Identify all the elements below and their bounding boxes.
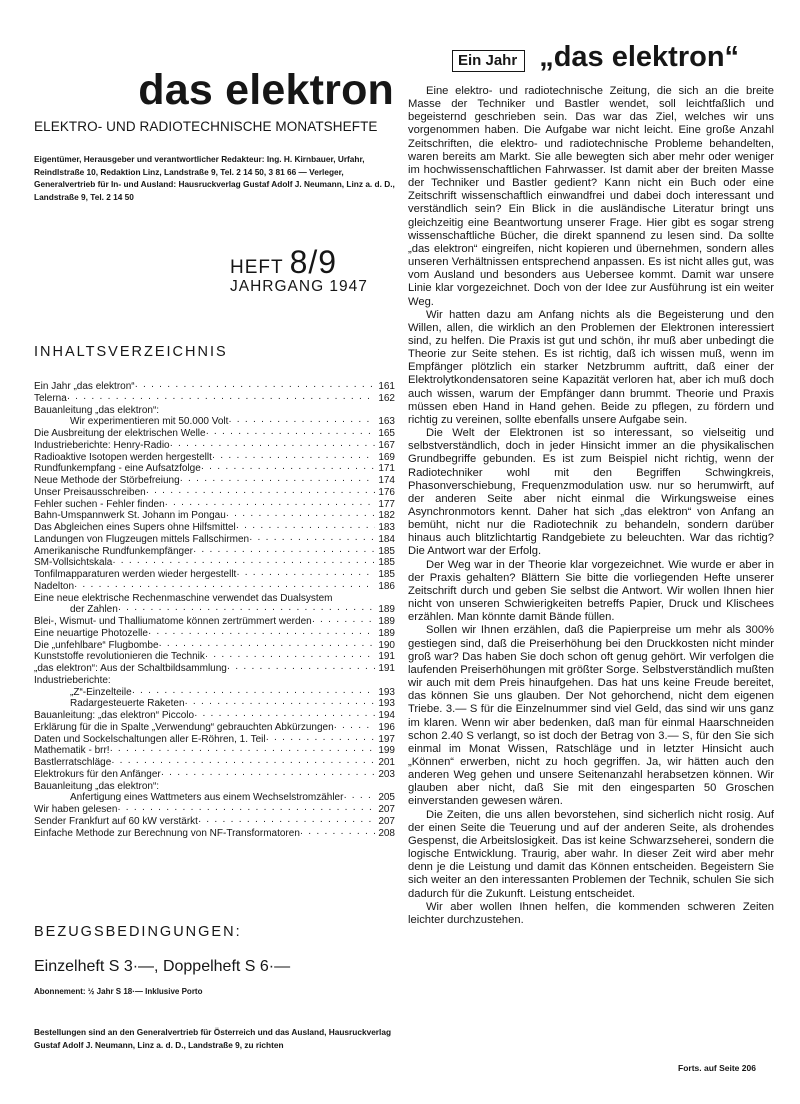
toc-entry-title: Das Abgleichen eines Supers ohne Hilfsmittel — [34, 522, 236, 533]
toc-entry — [34, 745, 395, 757]
toc-entry — [34, 792, 395, 804]
toc-entry — [34, 663, 395, 675]
toc-entry — [34, 440, 395, 452]
toc-entry — [34, 593, 395, 605]
toc-entry-title: der Zahlen — [70, 604, 118, 616]
jahrgang: JAHRGANG 1947 — [230, 278, 368, 295]
toc-entry — [34, 769, 395, 781]
magazine-subtitle: ELEKTRO- UND RADIOTECHNISCHE MONATSHEFTE — [34, 119, 378, 134]
toc-entry-title: Wir experimentieren mit 50.000 Volt — [70, 416, 229, 428]
toc-entry — [34, 487, 395, 499]
toc-entry — [34, 393, 395, 405]
toc-leader-dots — [112, 557, 375, 569]
toc-entry-title: Industrieberichte: — [34, 674, 111, 686]
toc-entry-title: „Z“-Einzelteile — [70, 686, 132, 698]
toc-entry-page: 174 — [378, 475, 395, 486]
toc-entry-title: Radioaktive Isotopen werden hergestellt — [34, 451, 212, 463]
toc-leader-dots — [74, 581, 375, 593]
toc-entry-page: 171 — [378, 463, 395, 475]
toc-entry — [34, 546, 395, 558]
article-kicker-box: Ein Jahr — [452, 50, 525, 72]
toc-entry — [34, 628, 395, 640]
toc-leader-dots — [334, 722, 376, 734]
heft-label: HEFT — [230, 257, 284, 278]
article-paragraph: Wir aber wollen Ihnen helfen, die kommenden schweren Zeiten leichter durchzustehen. — [408, 900, 774, 926]
article-header — [452, 42, 782, 72]
toc-entry-page: 197 — [378, 733, 395, 745]
toc-entry-title: Mathematik - brr! — [34, 745, 110, 757]
toc-entry — [34, 781, 395, 793]
toc-entry-page: 191 — [378, 651, 395, 663]
toc-entry-title: Die „unfehlbare“ Flugbombe — [34, 639, 159, 651]
toc-entry — [34, 381, 395, 393]
toc-entry-title: Elektrokurs für den Anfänger — [34, 768, 161, 780]
imprint: Eigentümer, Herausgeber und verantwortlicher Redakteur: Ing. H. Kirnbauer, Urfahr, Reindlstraße 10, Redaktion Linz, Landstraße 9, Tel. 2 14 50, 3 81 66 — Verleger, Generalvertrieb für In- und Ausland: Hausruckverlag Gustaf Adolf J. Neumann, Linz a. d. D., Landstraße 9, Tel. 2 14 50 — [34, 154, 395, 202]
toc-leader-dots — [132, 687, 376, 699]
table-of-contents — [34, 381, 395, 839]
article-paragraph: Eine elektro- und radiotechnische Zeitung, die sich an die breite Masse der Techniker und Bastler wendet, soll leichtfaßlich und begeisternd geschrieben sein. Das war das Ziel, welches wir uns vorgenommen haben. Die Aufgabe war nicht leicht. Eine große Anzahl Zeitschriften, die elektro- und radiotechnische Probleme behandelten, waren bereits am Markt. Sie alle bewegten sich aber mehr oder weniger im hochwissenschaftlichen Fahrwasser. Ist damit aber der breiten Masse der Techniker und Bastler gedient? Kann nicht ein Buch oder eine Zeitschrift wissenschaftlich einwandfrei und dabei doch interessant und verständlich sein? Ein Blick in die ausländische Literatur bringt uns gleichzeitig eine Beantwortung unserer Frage. Hier gibt es sogar streng wissenschaftliche Bücher, die direkt spannend zu lesen sind. Da sollte „das elektron“ eingreifen, nicht kopieren und übernehmen, sondern alles unseren Verhältnissen entsprechend anpassen. Es ist nicht alles gut, was vom Ausland und besonders aus Uebersee kommt. Damit war unsere Linie klar vorgezeichnet. Doch von der Idee zur Ausführung ist ein weiter Weg. — [408, 85, 774, 308]
toc-entry-title: Wir haben gelesen — [34, 804, 118, 815]
toc-entry-page: 207 — [378, 804, 395, 815]
toc-entry — [34, 581, 395, 593]
toc-entry-page: 163 — [378, 416, 395, 428]
toc-entry-page: 189 — [378, 616, 395, 627]
toc-leader-dots — [312, 616, 376, 628]
toc-leader-dots — [228, 416, 375, 428]
toc-entry-page: 190 — [378, 639, 395, 651]
toc-entry-title: Nadelton — [34, 580, 75, 592]
toc-entry — [34, 616, 395, 628]
toc-entry-title: Telerna — [34, 392, 67, 404]
toc-entry-page: 182 — [378, 510, 395, 522]
toc-leader-dots — [236, 522, 376, 534]
article-paragraph: Sollen wir Ihnen erzählen, daß die Papierpreise um mehr als 300% gestiegen sind, daß die Preiserhöhung bei den Druckkosten nicht minder groß war? Das haben Sie doch schon oft genug gehört. Wir verfolgen die laufenden Preiserhöhungen mit größter Sorge. Selbstverständlich mußten wir auch mit dem Preis hinaufgehen. Das hat uns keine Freude bereitet, das können Sie uns glauben. Der Not gehorchend, nicht dem eigenen Triebe. 3.— S für die Einzelnummer sind viel Geld, das sind wir uns ganz im klaren. Wenn wir aber bedenken, daß man für einmal Haarschneiden schon 2.40 S verlangt, so ist doch der Betrag von 3.— S, für den Sie sich einmal im Monat Wissen, Ratschläge und in letzter Hinsicht auch „Können“ erwerben, nicht zu hoch gegriffen. Ja, wir hätten auch den anderen Weg gehen und unsere Seitenanzahl herabsetzen können. Wir glauben aber nicht, daß Sie mit den eingesparten 50 Groschen einverstanden gewesen wären. — [408, 624, 774, 808]
toc-entry-page: 194 — [378, 710, 395, 721]
toc-leader-dots — [180, 475, 376, 487]
toc-entry-title: Kunststoffe revolutionieren die Technik — [34, 651, 205, 663]
masthead — [34, 68, 394, 134]
toc-entry-page: 196 — [378, 721, 395, 733]
toc-leader-dots — [67, 393, 376, 405]
toc-entry — [34, 534, 395, 546]
toc-leader-dots — [170, 440, 376, 452]
toc-entry — [34, 722, 395, 734]
toc-leader-dots — [159, 640, 376, 652]
toc-leader-dots — [198, 816, 375, 828]
toc-entry-title: SM-Vollsichtskala — [34, 557, 113, 569]
toc-entry — [34, 416, 395, 428]
subscription-heading: BEZUGSBEDINGUNGEN: — [34, 924, 242, 940]
toc-entry — [34, 452, 395, 464]
toc-entry-page: 169 — [378, 451, 395, 463]
toc-entry-title: Fehler suchen - Fehler finden — [34, 498, 165, 510]
toc-leader-dots — [227, 663, 375, 675]
toc-entry-page: 183 — [378, 522, 395, 533]
toc-entry-title: Bauanleitung „das elektron“: — [34, 780, 160, 792]
toc-leader-dots — [201, 463, 376, 475]
toc-entry-title: „das elektron“: Aus der Schaltbildsammlung — [34, 663, 227, 674]
toc-leader-dots — [343, 792, 375, 804]
toc-entry-page: 201 — [378, 757, 395, 768]
toc-leader-dots — [110, 745, 376, 757]
toc-entry — [34, 640, 395, 652]
toc-entry-title: Daten und Sockelschaltungen aller E-Röhren, 1. Teil — [34, 733, 266, 745]
toc-entry-page: 207 — [378, 815, 395, 827]
toc-leader-dots — [148, 628, 375, 640]
toc-entry-title: Erklärung für die in Spalte „Verwendung“ gebrauchten Abkürzungen — [34, 721, 334, 733]
toc-leader-dots — [118, 604, 376, 616]
article-paragraph: Die Welt der Elektronen ist so interessant, so vielseitig und selbstverständlich, doch in jeder Hinsicht immer an die physikalischen Grundbegriffe gebunden. Es ist zum Beispiel nicht richtig, wenn der Radiotechniker wohl mit den Begriffen Schwingkreis, Phasonverschiebung, Frequenzmodulation usw. nur so herumwirft, auf der anderen Seite aber nicht einmal die Wirkungsweise eines Asynchronmotors kennt. Daher hat sich „das elektron“ von Anfang an bemüht, nicht nur die Radiotechnik zu behandeln, sondern darüber hinaus auch blitzlichtartig Randgebiete zu beleuchten. War das richtig? Die Antwort war der Erfolg. — [408, 427, 774, 558]
toc-entry — [34, 734, 395, 746]
toc-entry-page: 184 — [378, 533, 395, 545]
toc-entry — [34, 651, 395, 663]
toc-entry-title: Rundfunkempfang - eine Aufsatzfolge — [34, 463, 201, 475]
toc-entry-title: Amerikanische Rundfunkempfänger — [34, 545, 193, 557]
toc-entry-title: Radargesteuerte Raketen — [70, 698, 185, 710]
price-line: Einzelheft S 3·—, Doppelheft S 6·— — [34, 958, 291, 975]
toc-entry-page: 167 — [378, 439, 395, 451]
toc-entry-page: 161 — [378, 381, 395, 392]
article-paragraph: Wir hatten dazu am Anfang nichts als die Begeisterung und den Willen, allen, die wirklich an den Problemen der Elektronen interessiert sind, zu helfen. Die Praxis ist gut und schön, ihr muß aber unbedingt die Theorie zur Seite stehen. Es ist richtig, daß ich wissen muß, wenn im Empfänger plötzlich ein starker Netzbrumm auftritt, daß einer der Elektrolytkondensatoren seine Kapazität verloren hat, aber ich muß doch auch wissen, warum der Empfänger dann brummt. Theorie und Praxis müssen eben Hand in Hand gehen. Beide zu pflegen, zu fördern und richtig zu vereinen, sollte ebenfalls unsere Aufgabe sein. — [408, 308, 774, 426]
issue-info — [230, 244, 390, 296]
toc-leader-dots — [135, 381, 376, 393]
toc-entry — [34, 710, 395, 722]
toc-entry-title: Ein Jahr „das elektron“ — [34, 381, 135, 392]
toc-entry — [34, 604, 395, 616]
toc-entry-page: 193 — [378, 698, 395, 710]
toc-entry-page: 193 — [378, 686, 395, 698]
toc-entry-title: Eine neuartige Photozelle — [34, 627, 148, 639]
toc-leader-dots — [194, 710, 375, 722]
ordering-note: Bestellungen sind an den Generalvertrieb für Österreich und das Ausland, Hausruckverlag Gustaf Adolf J. Neumann, Linz a. d. D., Landstraße 9, zu richten — [34, 1027, 392, 1050]
toc-leader-dots — [146, 487, 376, 499]
toc-entry-title: Landungen von Flugzeugen mittels Fallschirmen — [34, 533, 250, 545]
toc-entry-title: Bauanleitung: „das elektron“ Piccolo — [34, 710, 195, 721]
toc-entry — [34, 828, 395, 840]
toc-leader-dots — [206, 428, 376, 440]
abonnement-line: Abonnement: ½ Jahr S 18·— Inklusive Porto — [34, 987, 203, 996]
toc-entry-title: Anfertigung eines Wattmeters aus einem Wechselstromzähler — [70, 792, 344, 804]
toc-entry-page: 165 — [378, 428, 395, 439]
toc-leader-dots — [161, 769, 376, 781]
toc-entry-title: Sender Frankfurt auf 60 kW verstärkt — [34, 815, 198, 827]
toc-entry-title: Bastlerratschläge — [34, 757, 112, 768]
article-body — [408, 85, 774, 927]
toc-entry — [34, 557, 395, 569]
toc-entry-page: 203 — [378, 768, 395, 780]
toc-entry-title: Neue Methode der Störbefreiung — [34, 475, 180, 486]
toc-entry — [34, 522, 395, 534]
toc-entry — [34, 675, 395, 687]
toc-entry-page: 189 — [378, 627, 395, 639]
toc-entry — [34, 405, 395, 417]
toc-entry-page: 185 — [378, 557, 395, 569]
toc-entry-page: 185 — [378, 545, 395, 557]
toc-entry-page: 176 — [378, 486, 395, 498]
toc-entry — [34, 569, 395, 581]
toc-leader-dots — [266, 734, 376, 746]
article-title: „das elektron“ — [539, 41, 740, 73]
toc-entry-title: Bauanleitung „das elektron“: — [34, 404, 160, 416]
toc-entry-page: 191 — [378, 663, 395, 674]
toc-entry-title: Eine neue elektrische Rechenmaschine verwendet das Dualsystem — [34, 592, 333, 604]
toc-entry — [34, 698, 395, 710]
toc-entry-title: Einfache Methode zur Berechnung von NF-Transformatoren — [34, 827, 300, 839]
toc-entry — [34, 804, 395, 816]
toc-heading: INHALTSVERZEICHNIS — [34, 344, 228, 360]
toc-entry — [34, 463, 395, 475]
continued-note: Forts. auf Seite 206 — [678, 1063, 756, 1073]
toc-leader-dots — [111, 757, 375, 769]
toc-leader-dots — [300, 828, 375, 840]
toc-entry — [34, 687, 395, 699]
toc-entry-page: 177 — [378, 498, 395, 510]
toc-entry — [34, 816, 395, 828]
toc-entry-title: Blei-, Wismut- und Thalliumatome können zertrümmert werden — [34, 616, 312, 627]
toc-entry — [34, 757, 395, 769]
toc-entry-page: 189 — [378, 604, 395, 616]
toc-entry-title: Tonfilmapparaturen werden wieder hergestellt — [34, 569, 237, 580]
heft-number: 8/9 — [289, 244, 338, 280]
toc-entry-title: Unser Preisausschreiben — [34, 486, 146, 498]
toc-entry-page: 199 — [378, 745, 395, 757]
toc-leader-dots — [226, 510, 376, 522]
toc-entry — [34, 475, 395, 487]
toc-entry — [34, 510, 395, 522]
toc-entry — [34, 499, 395, 511]
magazine-title: das elektron — [138, 66, 394, 114]
toc-entry-page: 185 — [378, 569, 395, 580]
toc-leader-dots — [205, 651, 375, 663]
toc-leader-dots — [165, 499, 376, 511]
toc-entry-page: 208 — [378, 827, 395, 839]
toc-leader-dots — [117, 804, 375, 816]
toc-leader-dots — [212, 452, 375, 464]
article-paragraph: Die Zeiten, die uns allen bevorstehen, sind sicherlich nicht rosig. Auf der einen Seite die Teuerung und auf der anderen Seite, als drohendes Gespenst, die Arbeitslosigkeit. Das ist keine Schwarzseherei, sondern die logische Entwicklung. Traurig, aber wahr. In dieser Zeit wird aber mehr denn je die Leistung und damit das Können entscheiden. Begeistern Sie sich weiter an den interessanten Problemen der Technik, schulen Sie sich dadurch für die Zukunft. Leistung entscheidet. — [408, 808, 774, 900]
toc-entry-title: Bahn-Umspannwerk St. Johann im Pongau — [34, 510, 226, 522]
article-paragraph: Der Weg war in der Theorie klar vorgezeichnet. Wie wurde er aber in der Praxis gehalten? Blättern Sie bitte die vorliegenden Hefte unserer Zeitschrift durch und geben Sie selbst die Antwort. Wir wollen Ihnen hier nicht von unseren Schwierigkeiten betreffs Papier, Druck und Klischees erzählen. Man könnte damit Bände füllen. — [408, 558, 774, 624]
toc-leader-dots — [249, 534, 375, 546]
toc-entry-title: Industrieberichte: Henry-Radio — [34, 439, 170, 451]
toc-entry-page: 205 — [378, 792, 395, 804]
toc-entry-title: Die Ausbreitung der elektrischen Welle — [34, 428, 206, 439]
toc-leader-dots — [193, 546, 375, 558]
toc-entry — [34, 428, 395, 440]
toc-entry-page: 162 — [378, 392, 395, 404]
toc-leader-dots — [185, 698, 376, 710]
toc-leader-dots — [236, 569, 375, 581]
toc-entry-page: 186 — [378, 580, 395, 592]
